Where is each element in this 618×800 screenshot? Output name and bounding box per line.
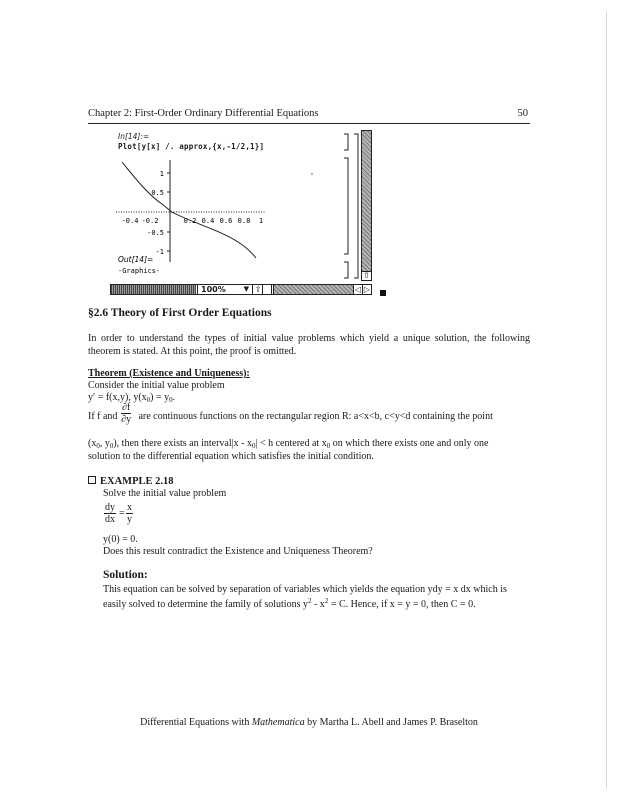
conclusion-text: (x — [88, 438, 97, 449]
example-question: Does this result contradict the Existence and Uniqueness Theorem? — [103, 546, 373, 557]
status-pattern — [111, 285, 196, 294]
notebook-status-bar — [110, 284, 372, 295]
chevron-down-icon: ▼ — [243, 285, 249, 293]
page-edge-line — [606, 12, 607, 788]
y-tick-label: -1 — [155, 248, 164, 256]
fraction-numerator: dy — [105, 502, 115, 513]
subscript: 0 — [109, 442, 114, 450]
theorem-title: Theorem (Existence and Uniqueness): — [88, 368, 250, 379]
fraction-denominator: ∂y — [121, 414, 132, 425]
subscript: 0 — [251, 442, 256, 450]
superscript: 2 — [324, 597, 329, 605]
input-label: In[14]:= — [118, 132, 150, 141]
x-tick-label: 0.2 — [183, 217, 197, 225]
initial-condition: y(0) = 0. — [103, 534, 138, 545]
x-tick-label: 0.6 — [219, 217, 233, 225]
solution-line1: This equation can be solved by separation of variables which yields the equation ydy = x dx which is — [103, 584, 507, 595]
conclusion-text: on which there exists one and only one — [330, 438, 489, 449]
horizontal-scrollbar[interactable] — [273, 285, 353, 294]
zoom-box-icon[interactable] — [263, 285, 272, 294]
cell-bracket — [344, 158, 348, 254]
running-header — [88, 108, 528, 122]
fraction-denominator: dx — [105, 514, 115, 525]
page-footer — [0, 717, 618, 728]
solution-text: = C. Hence, if x = y = 0, then C = 0. — [328, 599, 476, 610]
y-tick-label: 1 — [159, 170, 164, 178]
zoom-value: 100% — [201, 285, 226, 294]
y-tick-label: -0.5 — [147, 229, 164, 237]
plot-command[interactable]: Plot[y[x] /. approx,{x,-1/2,1}] — [118, 142, 265, 151]
zoom-step-icon[interactable]: ⇧ — [254, 285, 262, 294]
chapter-title: Chapter 2: First-Order Ordinary Differential Equations — [88, 108, 319, 119]
fraction-denominator: y — [127, 514, 132, 525]
cell-bracket — [344, 262, 348, 278]
scroll-left-icon[interactable]: ◁ — [354, 285, 362, 294]
section-heading: §2.6 Theory of First Order Equations — [88, 307, 272, 319]
theorem-ivp — [88, 392, 175, 404]
curve-left-branch — [122, 162, 172, 212]
subscript: 0 — [326, 442, 331, 450]
ivp-subscript: 0 — [169, 396, 173, 404]
solution-text: - x — [311, 599, 325, 610]
ivp-text: y′ = f(x,y), y(x — [88, 392, 147, 403]
superscript: 2 — [307, 597, 312, 605]
solution-label: Solution: — [103, 569, 148, 581]
fraction-numerator: x — [127, 502, 132, 513]
solution-line2 — [103, 597, 476, 610]
footer-italic: Mathematica — [251, 717, 305, 728]
vertical-scrollbar[interactable] — [361, 130, 372, 280]
equals-sign: = — [119, 508, 125, 519]
output-label: Out[14]= — [118, 255, 154, 264]
ivp-subscript: 0 — [146, 396, 151, 404]
fraction-numerator: ∂f — [122, 402, 131, 413]
partial-derivative-fraction — [121, 402, 131, 425]
cell-bracket — [354, 134, 358, 278]
y-tick-label: 0.5 — [151, 189, 164, 197]
end-of-output-marker — [380, 290, 386, 296]
x-tick-label: 0.4 — [201, 217, 215, 225]
scroll-right-icon[interactable]: ▷ — [363, 285, 371, 294]
ivp-text: . — [172, 392, 176, 403]
cell-bracket — [344, 134, 348, 150]
x-tick-label: 1 — [258, 217, 264, 225]
zoom-selector[interactable] — [197, 284, 253, 295]
conclusion-text: | < h centered at x — [255, 438, 327, 449]
example-instruction: Solve the initial value problem — [103, 488, 227, 499]
condition-text: are continuous functions on the rectangular region R: a<x<b, c<y<d containing the point — [138, 411, 493, 422]
x-tick-label: -0.4 — [121, 217, 139, 225]
example-title-text: EXAMPLE 2.18 — [100, 476, 174, 487]
scroll-arrow-icon[interactable]: ⇧ — [361, 271, 372, 281]
example-title — [88, 476, 174, 487]
header-rule — [88, 123, 530, 124]
x-over-y-fraction — [126, 502, 133, 525]
ivp-text: ) = y — [150, 392, 170, 403]
solution-text: easily solved to determine the family of solutions y — [103, 599, 308, 610]
conclusion-text: ), then there exists an interval|x - x — [113, 438, 252, 449]
theorem-condition — [88, 411, 493, 422]
mathematica-notebook — [110, 130, 370, 298]
footer-text: Differential Equations with — [140, 717, 252, 728]
theorem-conclusion-line2: solution to the differential equation which satisfies the initial condition. — [88, 451, 374, 462]
x-tick-label: 0.8 — [237, 217, 251, 225]
page-number: 50 — [517, 108, 528, 119]
section-intro: In order to understand the types of initial value problems which yield a unique solution, the following theorem is stated. At this point, the proof is omitted. — [88, 333, 530, 357]
checkbox-icon — [88, 476, 96, 484]
footer-text: by Martha L. Abell and James P. Braselton — [304, 717, 478, 728]
condition-text: If f and — [88, 411, 118, 422]
theorem-line: Consider the initial value problem — [88, 380, 225, 391]
graphics-label: -Graphics- — [118, 267, 161, 275]
plot-dot — [311, 173, 312, 174]
conclusion-text: , y — [99, 438, 110, 449]
subscript: 0 — [96, 442, 100, 450]
dy-dx-fraction — [104, 502, 116, 525]
x-tick-label: -0.2 — [141, 217, 159, 225]
plot-graphic — [110, 130, 370, 298]
